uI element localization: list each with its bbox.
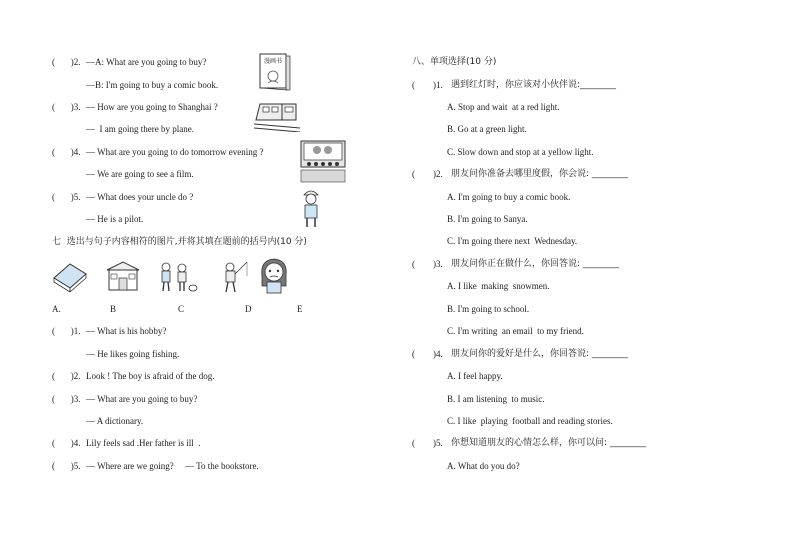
s8-q2-option-a: A. I'm going to buy a comic book. [447, 192, 571, 202]
s7-q4-text: Lily feels sad .Her father is ill . [86, 438, 201, 448]
q3-number: ( )3. [52, 102, 81, 112]
section8-title: 八、单项选择(10 分) [412, 57, 497, 67]
comic-book-label: 漫画书 [264, 58, 283, 65]
s7-q3-answer: — A dictionary. [86, 416, 144, 426]
s8-q5-option-a: A. What do you do? [447, 461, 520, 471]
s7-q2-number: ( )2. [52, 371, 81, 381]
s8-q1-option-c: C. Slow down and stop at a yellow light. [447, 147, 594, 157]
pilot-picture [298, 187, 324, 229]
q2-answer: —B: I'm going to buy a comic book. [86, 80, 219, 90]
q4-answer: — We are going to see a film. [86, 169, 194, 179]
s7-q4-number: ( )4. [52, 438, 81, 448]
q2-number: ( )2. [52, 57, 81, 67]
s8-q1-stem: 遇到红灯时，你应该对小伙伴说:________ [451, 80, 617, 90]
q2-question: —A: What are you going to buy? [86, 57, 207, 67]
s8-q3-option-b: B. I'm going to school. [447, 304, 530, 314]
s8-q4-number: ( )4. [412, 349, 443, 359]
s8-q4-stem: 朋友问你的爱好是什么，你回答说: ________ [451, 349, 628, 359]
dictionary-picture [50, 260, 90, 292]
s8-q1-option-a: A. Stop and wait at a red light. [447, 102, 560, 112]
s8-q4-option-b: B. I am listening to music. [447, 394, 545, 404]
audience-picture [300, 168, 346, 184]
section7-title: 七 选出与句子内容相符的图片,并将其填在题前的括号内(10 分) [52, 237, 307, 247]
s8-q3-option-a: A. I like making snowmen. [447, 281, 550, 291]
s8-q5-stem: 你想知道朋友的心情怎么样，你可以问: ________ [451, 438, 646, 448]
picture-label-d: D [245, 304, 252, 314]
q5-question: — What does your uncle do ? [86, 192, 194, 202]
q4-question: — What are you going to do tomorrow evening ? [86, 147, 264, 157]
s8-q4-option-a: A. I feel happy. [447, 371, 503, 381]
s7-q5-text: — Where are we going? — To the bookstore. [86, 461, 259, 471]
q3-answer: — I am going there by plane. [86, 124, 194, 134]
s8-q2-stem: 朋友问你准备去哪里度假，你会说: ________ [451, 169, 628, 179]
picture-label-c: C [178, 304, 185, 314]
q4-number: ( )4. [52, 147, 81, 157]
s7-q2-text: Look ! The boy is afraid of the dog. [86, 371, 215, 381]
s8-q3-number: ( )3. [412, 259, 443, 269]
s8-q2-option-b: B. I'm going to Sanya. [447, 214, 528, 224]
s8-q4-option-c: C. I like playing football and reading stories. [447, 416, 613, 426]
picture-label-e: E [297, 304, 303, 314]
s8-q1-option-b: B. Go at a green light. [447, 124, 527, 134]
picture-label-a: A. [52, 304, 61, 314]
train-picture [254, 98, 300, 132]
bookstore-picture [105, 260, 141, 292]
cinema-screen-picture [300, 140, 346, 168]
s8-q2-number: ( )2. [412, 169, 443, 179]
s8-q1-number: ( )1. [412, 80, 443, 90]
s7-q3-number: ( )3. [52, 394, 81, 404]
sad-girl-picture [258, 256, 290, 294]
s7-q1-question: — What is his hobby? [86, 326, 167, 336]
q5-answer: — He is a pilot. [86, 214, 144, 224]
boy-and-dog-picture [156, 260, 198, 294]
s7-q5-number: ( )5. [52, 461, 81, 471]
s7-q1-number: ( )1. [52, 326, 81, 336]
fishing-man-picture [218, 260, 248, 294]
picture-label-b: B [110, 304, 117, 314]
s8-q2-option-c: C. I'm going there next Wednesday. [447, 236, 578, 246]
s8-q5-number: ( )5. [412, 438, 443, 448]
q5-number: ( )5. [52, 192, 81, 202]
s7-q3-question: — What are you going to buy? [86, 394, 198, 404]
s8-q3-option-c: C. I'm writing an email to my friend. [447, 326, 584, 336]
q3-question: — How are you going to Shanghai ? [86, 102, 218, 112]
s7-q1-answer: — He likes going fishing. [86, 349, 180, 359]
s8-q3-stem: 朋友问你正在做什么，你回答说: ________ [451, 259, 619, 269]
